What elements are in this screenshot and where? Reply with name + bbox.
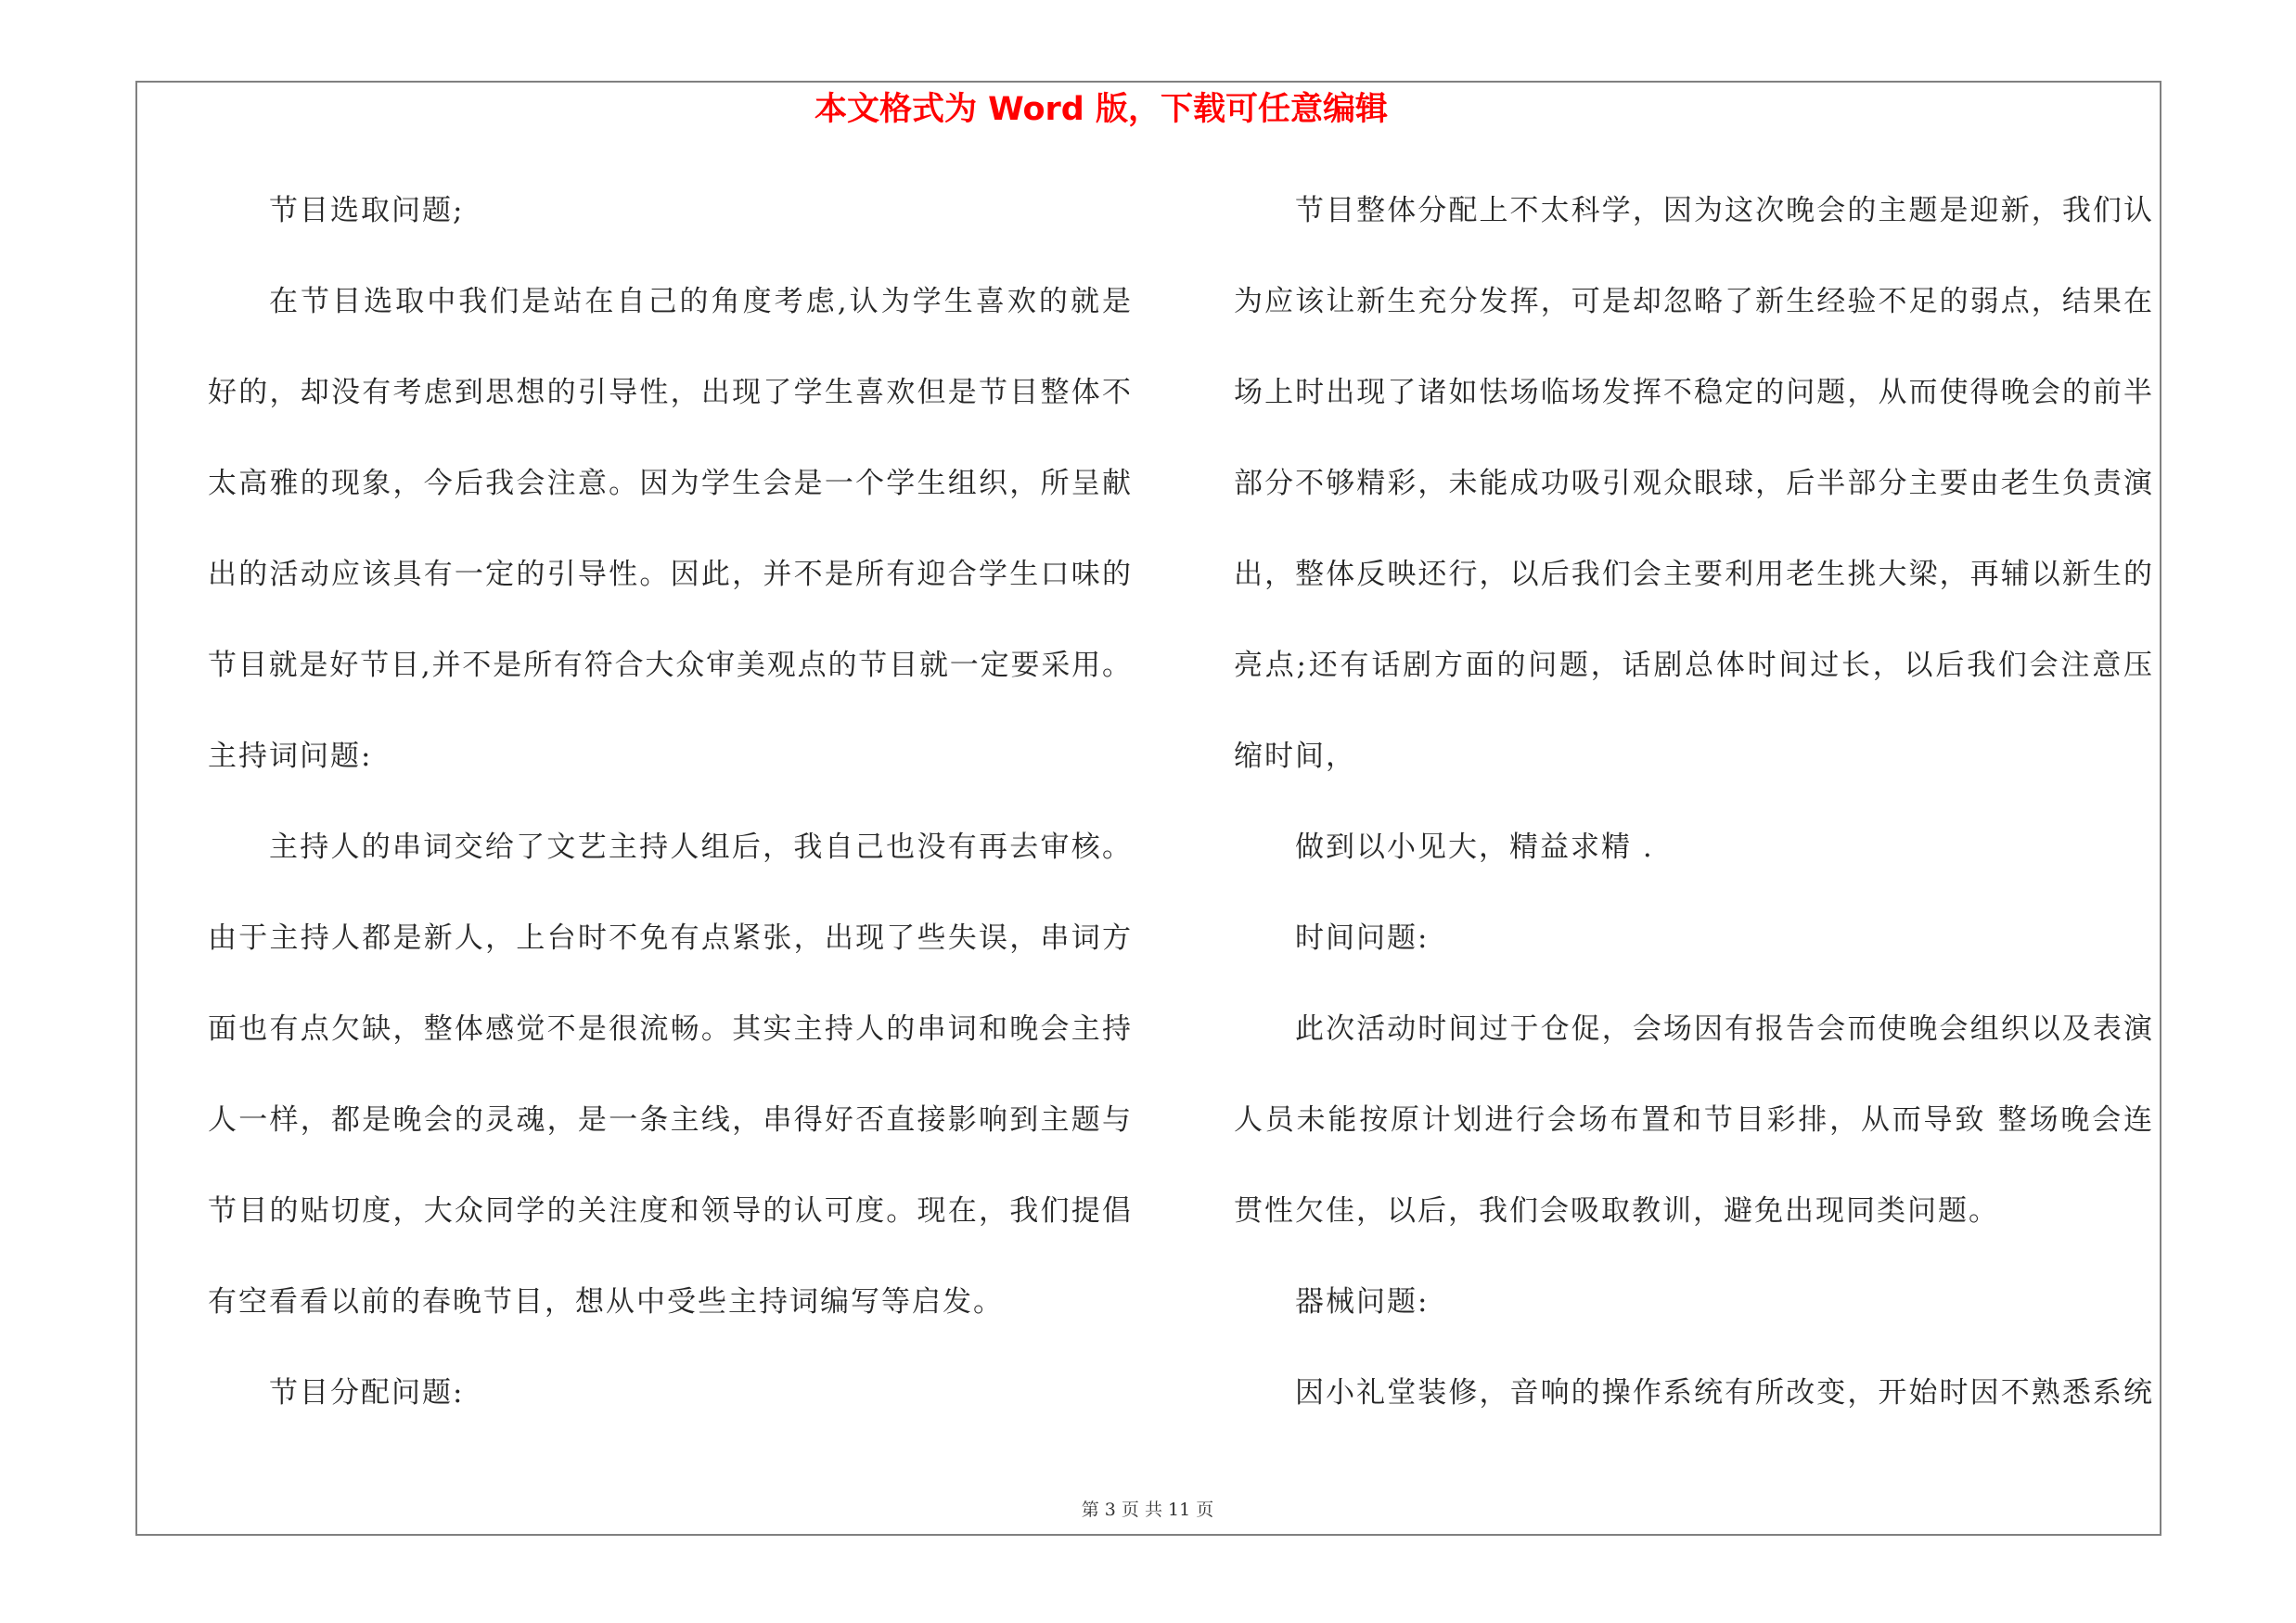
text-line: 人员未能按原计划进行会场布置和节目彩排，从而导致 整场晚会连 bbox=[1234, 1103, 2152, 1137]
text-line: 太高雅的现象，今后我会注意。因为学生会是一个学生组织，所呈献 bbox=[208, 467, 1131, 500]
text-line: 缩时间， bbox=[1234, 740, 1356, 773]
section-heading-time: 时间问题: bbox=[1295, 921, 1430, 955]
text-line: 节目的贴切度，大众同学的关注度和领导的认可度。现在，我们提倡 bbox=[208, 1194, 1131, 1228]
text-line: 节目整体分配上不太科学，因为这次晚会的主题是迎新，我们认 bbox=[1295, 194, 2152, 227]
left-column bbox=[208, 165, 1131, 1438]
text-line: 场上时出现了诸如怯场临场发挥不稳定的问题，从而使得晚会的前半 bbox=[1234, 376, 2152, 409]
text-line: 部分不够精彩，未能成功吸引观众眼球，后半部分主要由老生负责演 bbox=[1234, 467, 2152, 500]
section-heading-host-script: 主持词问题: bbox=[208, 740, 373, 773]
text-line: 人一样，都是晚会的灵魂，是一条主线，串得好否直接影响到主题与 bbox=[208, 1103, 1131, 1137]
text-line: 贯性欠佳，以后，我们会吸取教训，避免出现同类问题。 bbox=[1234, 1194, 1999, 1228]
text-line: 主持人的串词交给了文艺主持人组后，我自己也没有再去审核。 bbox=[269, 831, 1131, 864]
section-heading-program-selection: 节目选取问题; bbox=[269, 194, 465, 227]
page-number-footer: 第 3 页 共 11 页 bbox=[1081, 1500, 1214, 1520]
text-line: 此次活动时间过于仓促，会场因有报告会而使晚会组织以及表演 bbox=[1295, 1012, 2152, 1046]
text-line: 为应该让新生充分发挥，可是却忽略了新生经验不足的弱点，结果在 bbox=[1234, 285, 2152, 318]
text-line: 面也有点欠缺，整体感觉不是很流畅。其实主持人的串词和晚会主持 bbox=[208, 1012, 1131, 1046]
text-line: 好的，却没有考虑到思想的引导性，出现了学生喜欢但是节目整体不 bbox=[208, 376, 1131, 409]
text-line: 节目就是好节目,并不是所有符合大众审美观点的节目就一定要采用。 bbox=[208, 649, 1131, 682]
text-line: 由于主持人都是新人，上台时不免有点紧张，出现了些失误，串词方 bbox=[208, 921, 1131, 955]
text-line: 因小礼堂装修，音响的操作系统有所改变，开始时因不熟悉系统 bbox=[1295, 1376, 2152, 1410]
right-column bbox=[1234, 165, 2152, 1438]
text-line: 有空看看以前的春晚节目，想从中受些主持词编写等启发。 bbox=[208, 1285, 1004, 1319]
text-line: 亮点;还有话剧方面的问题，话剧总体时间过长，以后我们会注意压 bbox=[1234, 649, 2152, 682]
text-line: 做到以小见大，精益求精 . bbox=[1295, 831, 1654, 864]
text-line: 在节目选取中我们是站在自己的角度考虑,认为学生喜欢的就是 bbox=[269, 285, 1131, 318]
text-line: 出，整体反映还行，以后我们会主要利用老生挑大梁，再辅以新生的 bbox=[1234, 558, 2152, 591]
text-line: 出的活动应该具有一定的引导性。因此，并不是所有迎合学生口味的 bbox=[208, 558, 1131, 591]
format-notice: 本文格式为 Word 版，下载可任意编辑 bbox=[814, 91, 1389, 128]
section-heading-equipment: 器械问题: bbox=[1295, 1285, 1430, 1319]
section-heading-program-allocation: 节目分配问题: bbox=[269, 1376, 465, 1410]
